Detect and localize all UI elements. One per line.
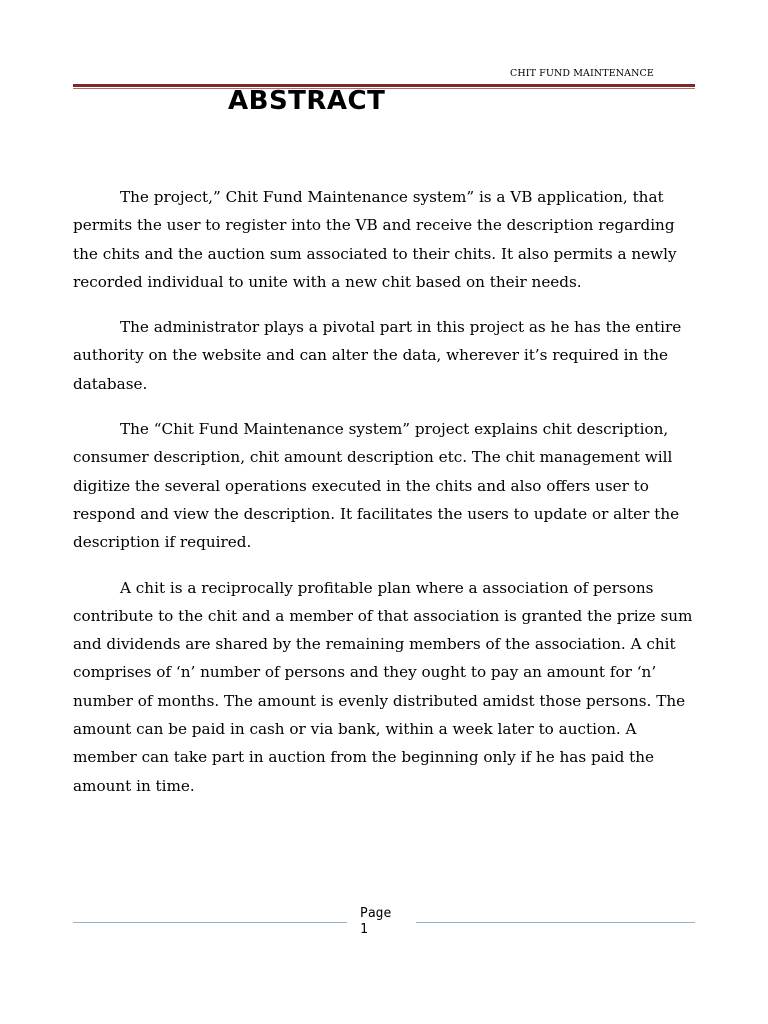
paragraph-project-scope: The “Chit Fund Maintenance system” project explains chit description, consumer description, chit amount description etc. The chit management will digitize the several operations executed in the chits and also offers user to respond and view the description. It facilitates the users to update or alter the description if required. <box>73 420 680 552</box>
paragraph-administrator: The administrator plays a pivotal part in this project as he has the entire authority on the website and can alter the data, wherever it’s required in the database. <box>73 318 682 393</box>
paragraph-chit-definition: A chit is a reciprocally profitable plan where a association of persons contribute to the chit and a member of that association is granted the prize sum and dividends are shared by the remaining members of the association. A chit comprises of ‘n’ number of persons and they ought to pay an amount for ‘n’ number of months. The amount is evenly distributed amidst those persons. The amount can be paid in cash or via bank, within a week later to auction. A member can take part in auction from the beginning only if he has paid the amount in time. <box>73 578 693 795</box>
running-header-title: CHIT FUND MAINTENANCE <box>510 68 654 79</box>
page-number: 1 <box>360 922 368 937</box>
abstract-body <box>73 183 701 817</box>
footer-rule-right <box>416 922 695 923</box>
page-label: Page <box>360 906 392 921</box>
page-title: ABSTRACT <box>228 86 386 116</box>
footer-rule-left <box>73 922 347 923</box>
page-number-block <box>360 906 404 938</box>
paragraph-intro: The project,” Chit Fund Maintenance system” is a VB application, that permits the user to register into the VB and receive the description regarding the chits and the auction sum associated to their chits. It also permits a newly recorded individual to unite with a new chit based on their needs. <box>73 188 677 291</box>
